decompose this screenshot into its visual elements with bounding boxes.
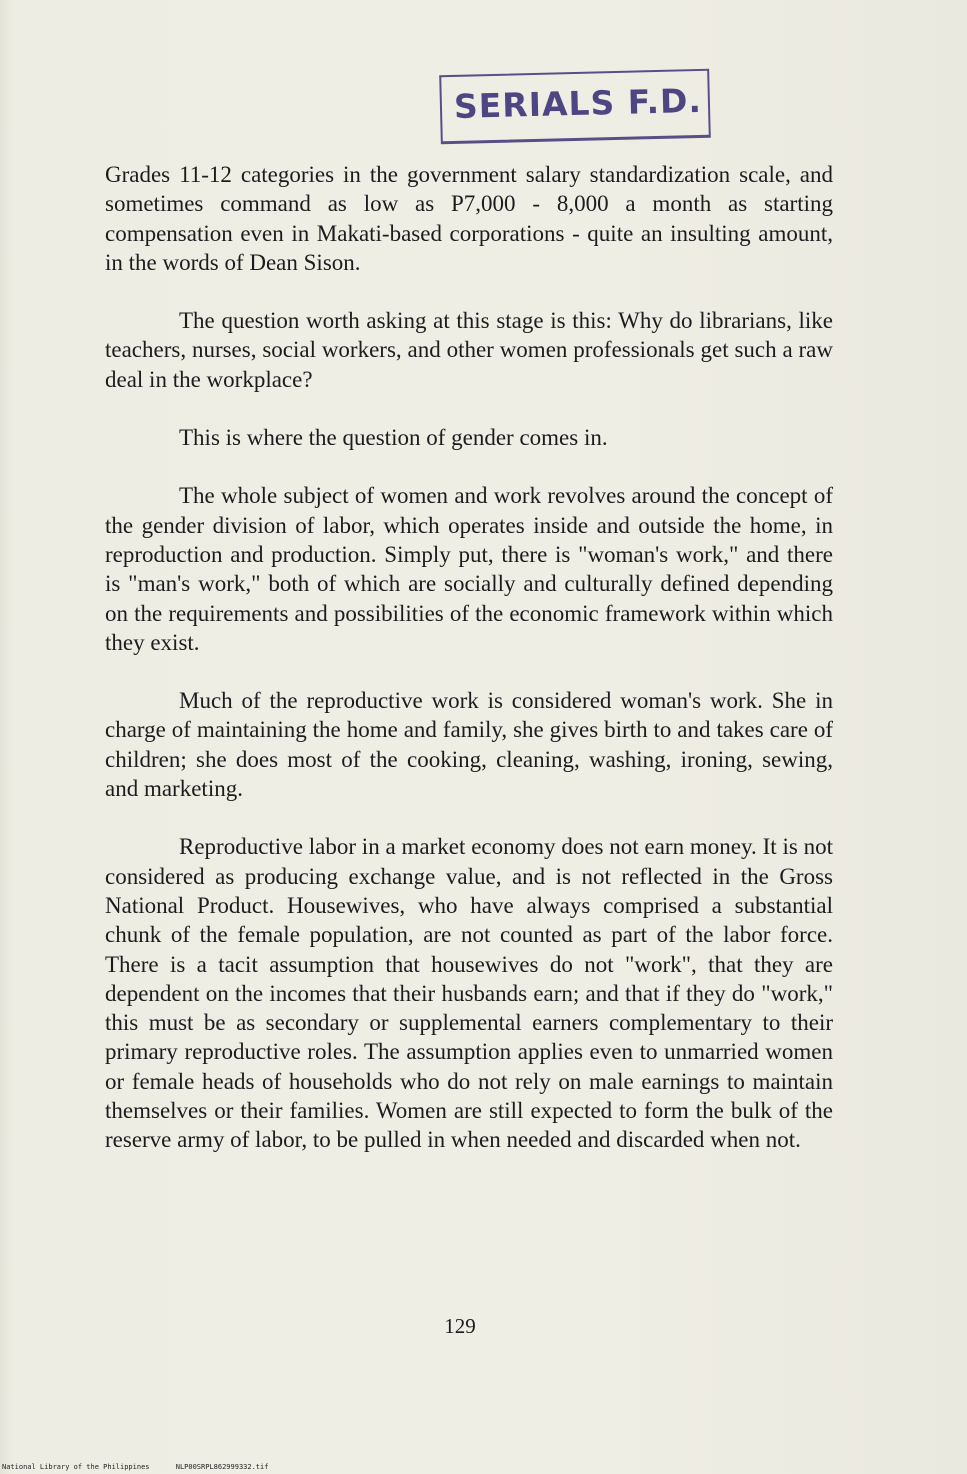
paragraph-5: Much of the reproductive work is considered woman's work. She in charge of maintaining the home and family, she gives birth to and takes care of children; she does most of the cooking, cleaning, washing, ironing, sewing, and marketing. — [105, 688, 833, 802]
scan-footer — [2, 1463, 268, 1471]
paragraph-2: The question worth asking at this stage is this: Why do librarians, like teachers, nurses, social workers, and other women professionals get such a raw deal in the workplace? — [105, 308, 833, 392]
footer-library: National Library of the Philippines — [2, 1463, 150, 1471]
body-text — [105, 160, 833, 1184]
stamp-text: SERIALS F.D. — [453, 80, 703, 126]
paragraph-3: This is where the question of gender comes in. — [179, 425, 608, 451]
footer-filename: NLP00SRPL862999332.tif — [175, 1463, 269, 1471]
serials-stamp — [439, 69, 711, 145]
page-number: 129 — [444, 1314, 476, 1338]
paragraph-6: Reproductive labor in a market economy does not earn money. It is not considered as producing exchange value, and is not reflected in the Gross National Product. Housewives, who have always comprised a substantial chunk of the female population, are not counted as part of the labor force. There is a tacit assumption that housewives do not "work", that they are dependent on the incomes that their husbands earn; and that if they do "work," this must be as secondary or supplemental earners complementary to their primary reproductive roles. The assumption applies even to unmarried women or female heads of households who do not rely on male earnings to maintain themselves or their families. Women are still expected to form the bulk of the reserve army of labor, to be pulled in when needed and discarded when not. — [105, 834, 833, 1153]
paragraph-1: Grades 11-12 categories in the government salary standardization scale, and sometimes command as low as P7,000 - 8,000 a month as starting compensation even in Makati-based corporations - quite an insulting amount, in the words of Dean Sison. — [105, 162, 833, 275]
paragraph-4: The whole subject of women and work revolves around the concept of the gender division of labor, which operates inside and outside the home, in reproduction and production. Simply put, there is "woman's work," and there is "man's work," both of which are socially and culturally defined depending on the requirements and possibilities of the economic framework within which they exist. — [105, 483, 833, 655]
